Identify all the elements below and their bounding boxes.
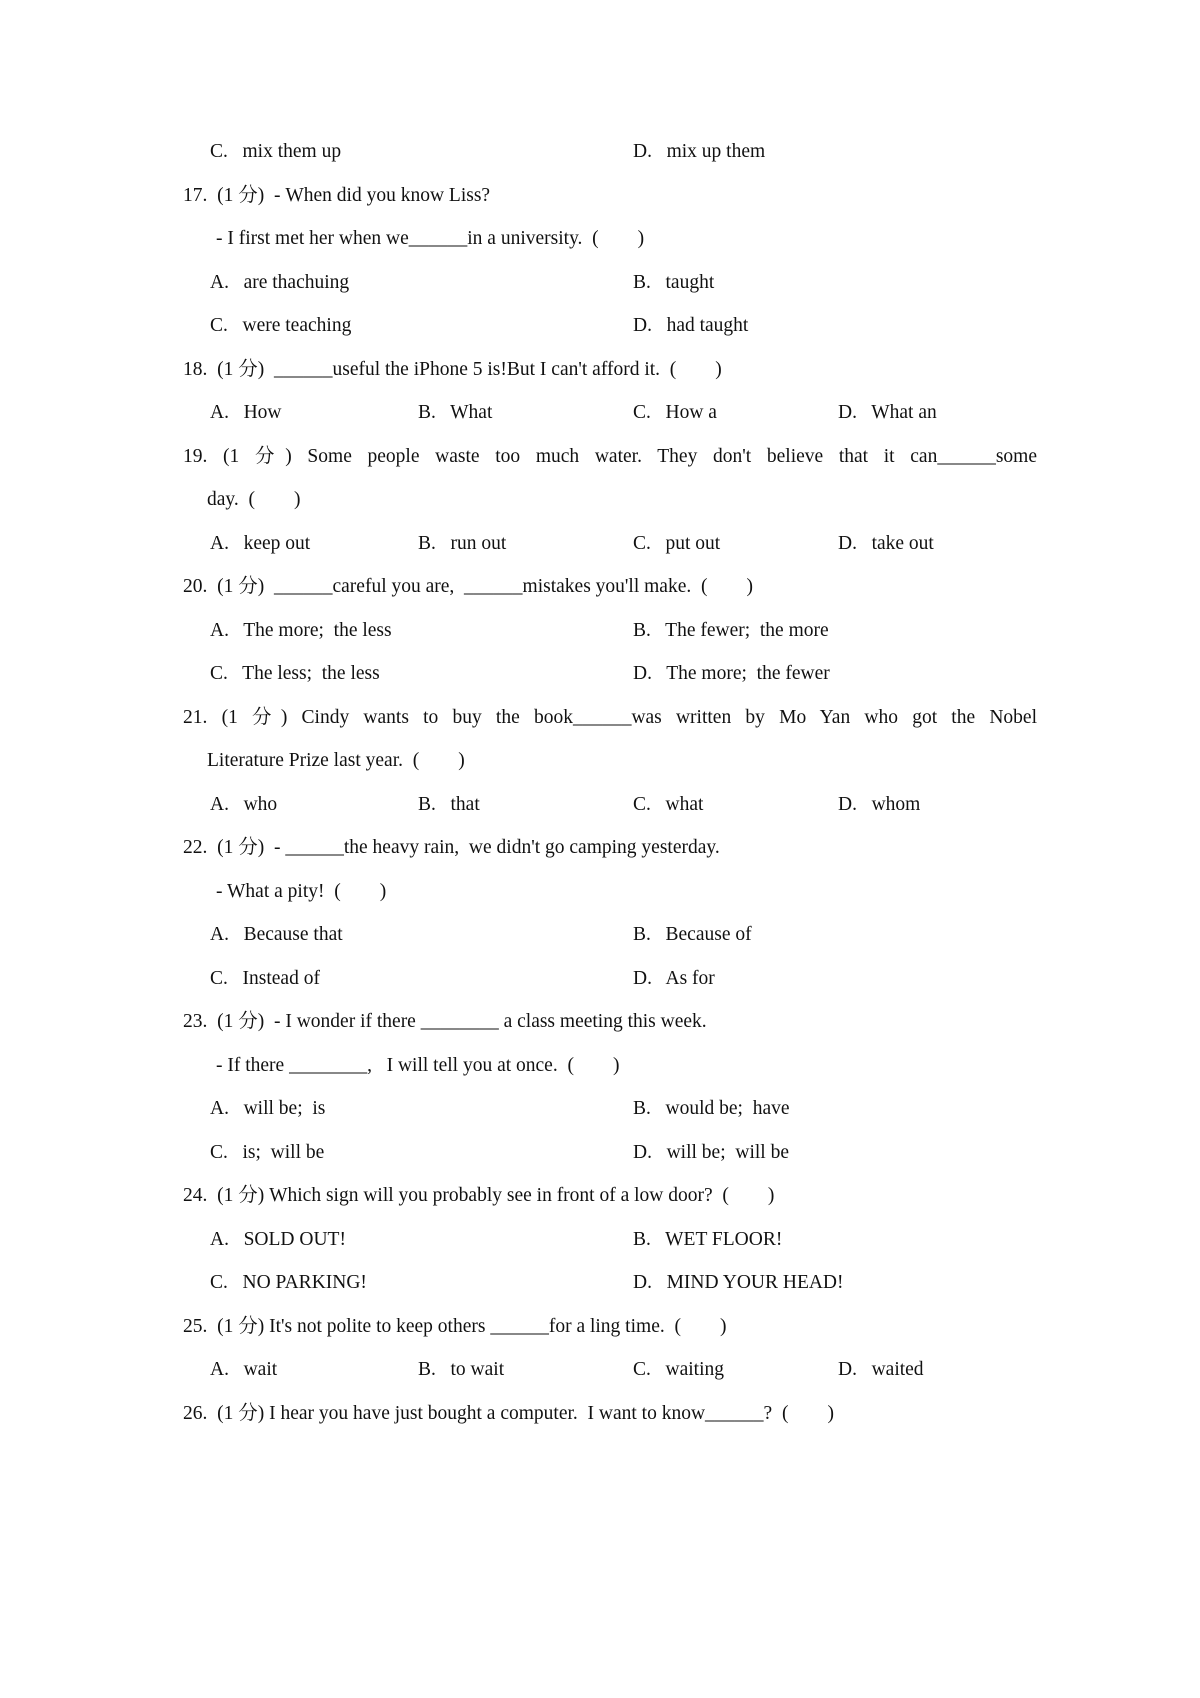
question-22-option-a: A. Because that bbox=[210, 924, 343, 945]
question-18-option-b: B. What bbox=[418, 402, 493, 423]
question-24-options-cd bbox=[183, 1261, 1037, 1305]
question-20-option-a: A. The more; the less bbox=[210, 619, 392, 641]
question-25-options bbox=[183, 1348, 1037, 1392]
question-22-option-b: B. Because of bbox=[633, 924, 752, 945]
question-17-option-a: A. are thachuing bbox=[210, 271, 350, 293]
question-25-option-d: D. waited bbox=[838, 1359, 924, 1380]
question-19-options bbox=[183, 522, 1037, 566]
question-24-option-c: C. NO PARKING! bbox=[210, 1272, 367, 1293]
question-16-option-c: C. mix them up bbox=[210, 141, 342, 162]
question-18-option-d: D. What an bbox=[838, 402, 937, 423]
question-23-stem: 23. (1 分) - I wonder if there ________ a class meeting this week. bbox=[183, 1011, 707, 1032]
question-24-option-b: B. WET FLOOR! bbox=[633, 1228, 783, 1250]
question-24-option-d: D. MIND YOUR HEAD! bbox=[633, 1272, 844, 1293]
question-16-options-cd bbox=[183, 130, 1037, 174]
question-21-option-b: B. that bbox=[418, 793, 480, 815]
question-20-stem: 20. (1 分) ______careful you are, ______mistakes you'll make. ( ) bbox=[183, 576, 753, 597]
question-24-options-ab bbox=[183, 1218, 1037, 1262]
question-23-options-cd bbox=[183, 1131, 1037, 1175]
question-19-option-b: B. run out bbox=[418, 532, 507, 554]
question-18-option-c: C. How a bbox=[633, 402, 717, 423]
question-23-option-b: B. would be; have bbox=[633, 1098, 790, 1119]
question-19-stem-line2: day. ( ) bbox=[207, 489, 301, 510]
question-18-option-a: A. How bbox=[210, 402, 282, 423]
question-24-stem: 24. (1 分) Which sign will you probably see in front of a low door? ( ) bbox=[183, 1185, 775, 1206]
question-20-option-b: B. The fewer; the more bbox=[633, 619, 829, 641]
question-18-stem: 18. (1 分) ______useful the iPhone 5 is!But I can't afford it. ( ) bbox=[183, 358, 722, 380]
question-19-stem: 19. (1 分) Some people waste too much water. They don't believe that it can______some bbox=[183, 445, 1037, 467]
question-17-options-cd bbox=[183, 304, 1037, 348]
question-21-stem: 21. (1 分) Cindy wants to buy the book______was written by Mo Yan who got the Nobel bbox=[183, 706, 1037, 728]
question-22-option-c: C. Instead of bbox=[210, 967, 320, 989]
question-20-option-d: D. The more; the fewer bbox=[633, 663, 830, 684]
question-25-option-a: A. wait bbox=[210, 1359, 278, 1380]
question-23-stem-line2: - If there ________, I will tell you at once. ( ) bbox=[216, 1054, 620, 1076]
question-19-option-a: A. keep out bbox=[210, 532, 311, 554]
question-23-options-ab bbox=[183, 1087, 1037, 1131]
question-22-option-d: D. As for bbox=[633, 967, 715, 989]
question-17-option-b: B. taught bbox=[633, 271, 715, 293]
question-21-stem-line2: Literature Prize last year. ( ) bbox=[207, 750, 465, 771]
question-19-option-d: D. take out bbox=[838, 532, 934, 554]
question-22-options-ab bbox=[183, 913, 1037, 957]
question-24-option-a: A. SOLD OUT! bbox=[210, 1228, 346, 1250]
question-17-option-c: C. were teaching bbox=[210, 315, 352, 336]
question-21-option-a: A. who bbox=[210, 793, 278, 815]
question-20-options-ab bbox=[183, 609, 1037, 653]
question-21-options bbox=[183, 783, 1037, 827]
question-25-option-b: B. to wait bbox=[418, 1359, 505, 1380]
question-17-options-ab bbox=[183, 261, 1037, 305]
question-23-option-d: D. will be; will be bbox=[633, 1141, 789, 1163]
question-16-option-d: D. mix up them bbox=[633, 141, 766, 162]
question-23-option-a: A. will be; is bbox=[210, 1098, 326, 1119]
question-19-option-c: C. put out bbox=[633, 532, 721, 554]
question-20-option-c: C. The less; the less bbox=[210, 663, 380, 684]
question-22-options-cd bbox=[183, 957, 1037, 1001]
question-26-stem: 26. (1 分) I hear you have just bought a computer. I want to know______? ( ) bbox=[183, 1402, 834, 1424]
question-22-stem: 22. (1 分) - ______the heavy rain, we didn't go camping yesterday. bbox=[183, 837, 720, 858]
question-21-option-c: C. what bbox=[633, 793, 704, 815]
question-22-stem-line2: - What a pity! ( ) bbox=[216, 880, 387, 902]
question-18-options bbox=[183, 391, 1037, 435]
question-25-option-c: C. waiting bbox=[633, 1359, 724, 1380]
question-25-stem: 25. (1 分) It's not polite to keep others ______for a ling time. ( ) bbox=[183, 1315, 727, 1337]
question-17-stem-line2: - I first met her when we______in a university. ( ) bbox=[216, 228, 645, 249]
question-21-option-d: D. whom bbox=[838, 793, 921, 815]
question-23-option-c: C. is; will be bbox=[210, 1141, 325, 1163]
question-17-option-d: D. had taught bbox=[633, 315, 749, 336]
question-20-options-cd bbox=[183, 652, 1037, 696]
question-17-stem: 17. (1 分) - When did you know Liss? bbox=[183, 184, 491, 206]
